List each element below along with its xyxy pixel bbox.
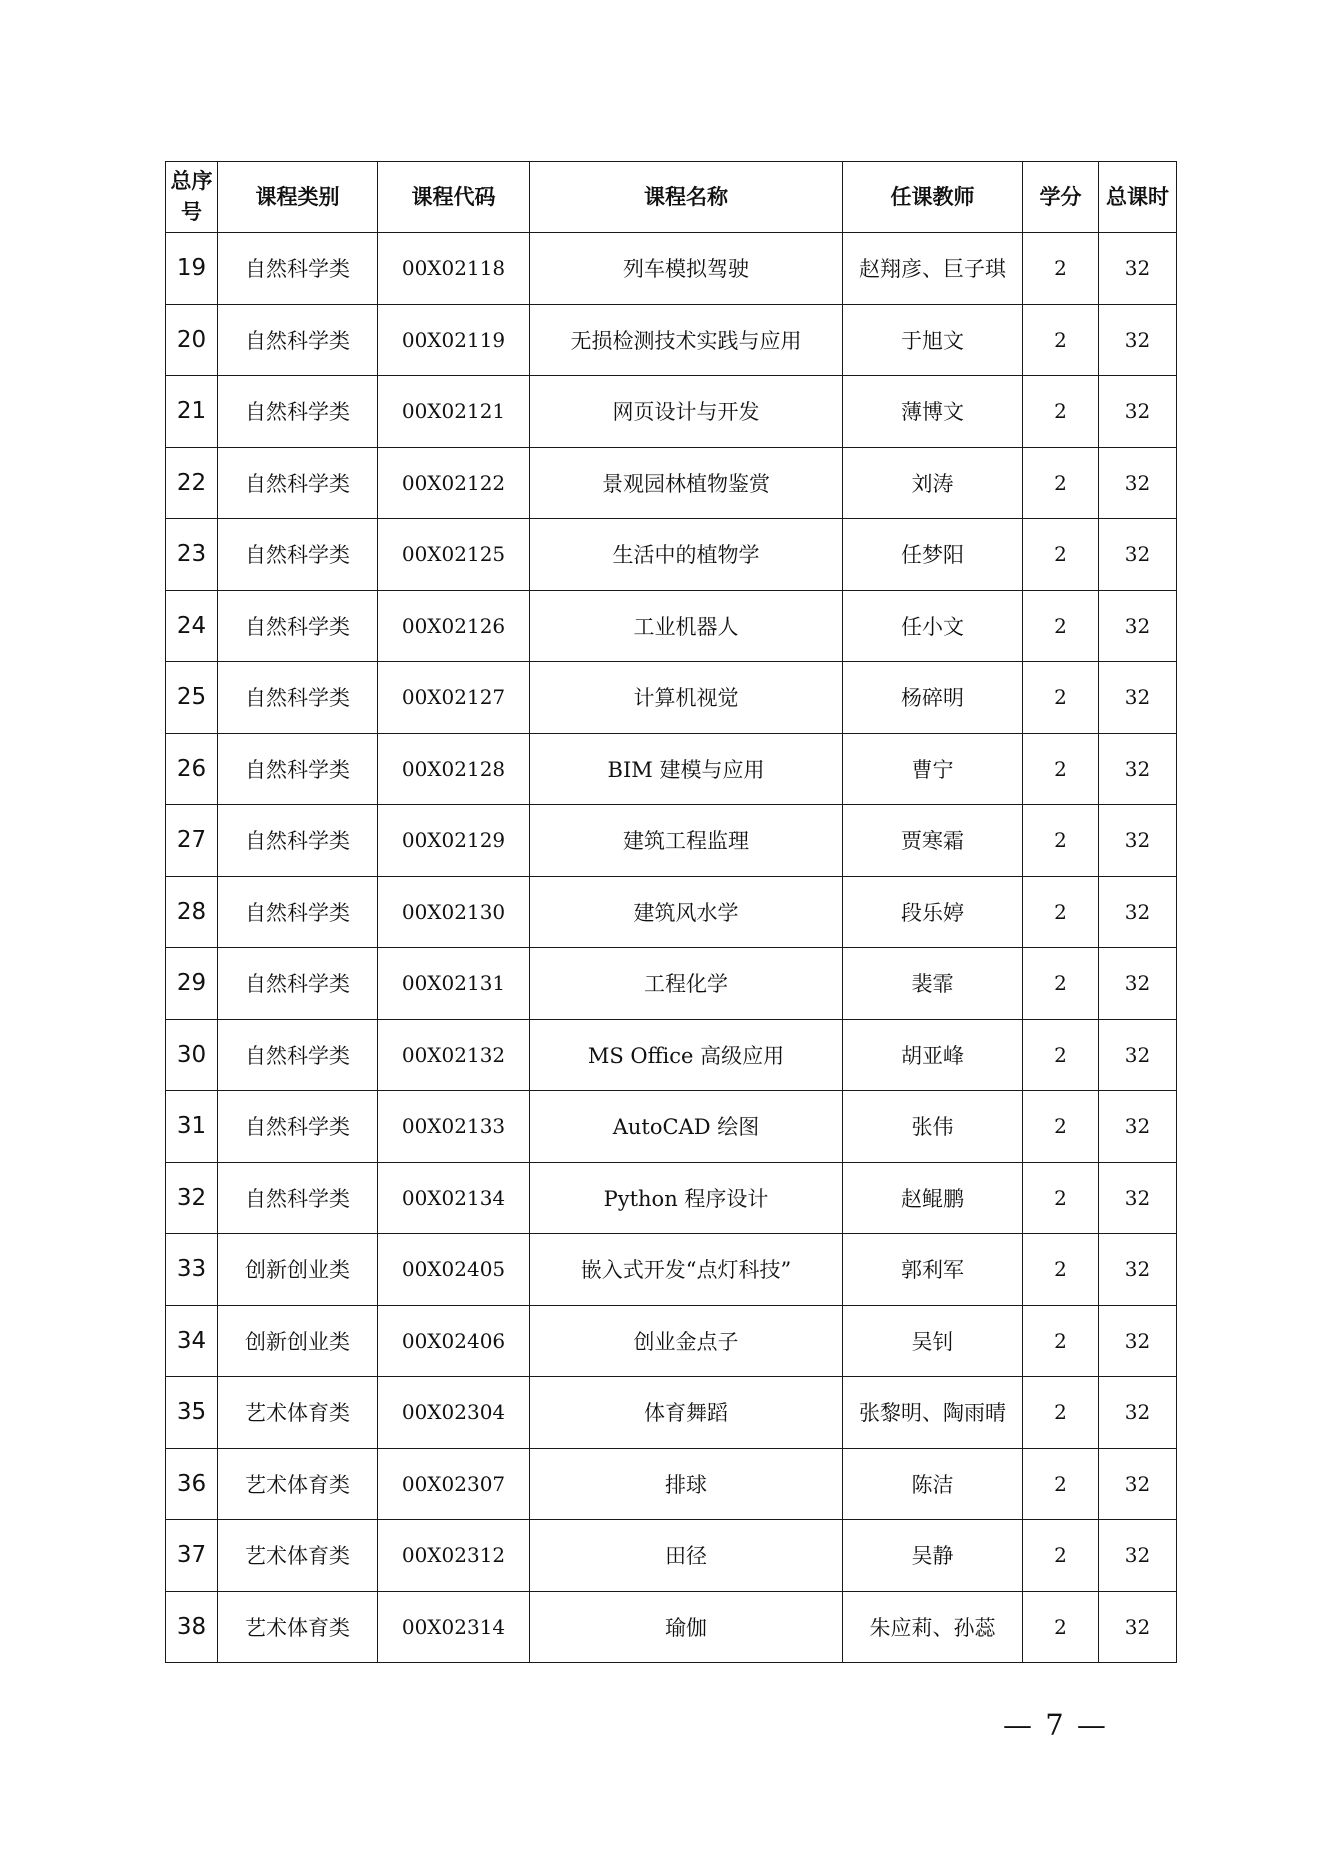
- credits-cell: 2: [1023, 519, 1099, 591]
- course-category-cell: 自然科学类: [218, 805, 378, 877]
- serial-number-cell: 34: [166, 1305, 218, 1377]
- course-name-cell: 创业金点子: [530, 1305, 843, 1377]
- credits-cell: 2: [1023, 1091, 1099, 1163]
- header-course-category: 课程类别: [218, 162, 378, 233]
- serial-number-cell: 38: [166, 1591, 218, 1663]
- teacher-cell: 任梦阳: [843, 519, 1023, 591]
- teacher-cell: 吴钊: [843, 1305, 1023, 1377]
- credits-cell: 2: [1023, 805, 1099, 877]
- teacher-cell: 郭利军: [843, 1234, 1023, 1306]
- course-code-cell: 00X02129: [378, 805, 530, 877]
- table-row: [166, 1162, 1177, 1234]
- serial-number-cell: 30: [166, 1019, 218, 1091]
- course-name-cell: 景观园林植物鉴赏: [530, 447, 843, 519]
- teacher-cell: 刘涛: [843, 447, 1023, 519]
- table-body: [166, 233, 1177, 1663]
- course-code-cell: 00X02312: [378, 1520, 530, 1592]
- course-category-cell: 自然科学类: [218, 447, 378, 519]
- serial-number-cell: 21: [166, 376, 218, 448]
- page-number: — 7 —: [1003, 1708, 1108, 1742]
- serial-number-cell: 36: [166, 1448, 218, 1520]
- course-code-cell: 00X02133: [378, 1091, 530, 1163]
- serial-number-cell: 20: [166, 304, 218, 376]
- total-hours-cell: 32: [1099, 1591, 1177, 1663]
- course-category-cell: 艺术体育类: [218, 1377, 378, 1449]
- credits-cell: 2: [1023, 1448, 1099, 1520]
- header-teacher: 任课教师: [843, 162, 1023, 233]
- serial-number-cell: 37: [166, 1520, 218, 1592]
- total-hours-cell: 32: [1099, 447, 1177, 519]
- course-category-cell: 艺术体育类: [218, 1520, 378, 1592]
- course-name-cell: 体育舞蹈: [530, 1377, 843, 1449]
- course-code-cell: 00X02119: [378, 304, 530, 376]
- table-row: [166, 1377, 1177, 1449]
- table-row: [166, 304, 1177, 376]
- course-category-cell: 自然科学类: [218, 519, 378, 591]
- course-name-cell: 排球: [530, 1448, 843, 1520]
- serial-number-cell: 23: [166, 519, 218, 591]
- course-category-cell: 自然科学类: [218, 876, 378, 948]
- table-row: [166, 447, 1177, 519]
- total-hours-cell: 32: [1099, 805, 1177, 877]
- teacher-cell: 曹宁: [843, 733, 1023, 805]
- total-hours-cell: 32: [1099, 376, 1177, 448]
- serial-number-cell: 26: [166, 733, 218, 805]
- course-name-cell: Python 程序设计: [530, 1162, 843, 1234]
- credits-cell: 2: [1023, 1591, 1099, 1663]
- teacher-cell: 张黎明、陶雨晴: [843, 1377, 1023, 1449]
- serial-number-cell: 24: [166, 590, 218, 662]
- total-hours-cell: 32: [1099, 1448, 1177, 1520]
- serial-number-cell: 29: [166, 948, 218, 1020]
- credits-cell: 2: [1023, 447, 1099, 519]
- credits-cell: 2: [1023, 1520, 1099, 1592]
- course-category-cell: 自然科学类: [218, 1019, 378, 1091]
- credits-cell: 2: [1023, 1019, 1099, 1091]
- serial-number-cell: 32: [166, 1162, 218, 1234]
- serial-number-cell: 35: [166, 1377, 218, 1449]
- course-name-cell: 列车模拟驾驶: [530, 233, 843, 305]
- serial-number-cell: 28: [166, 876, 218, 948]
- course-name-cell: 田径: [530, 1520, 843, 1592]
- table-row: [166, 1091, 1177, 1163]
- table-row: [166, 1591, 1177, 1663]
- table-row: [166, 519, 1177, 591]
- header-credits: 学分: [1023, 162, 1099, 233]
- table-row: [166, 233, 1177, 305]
- course-code-cell: 00X02304: [378, 1377, 530, 1449]
- total-hours-cell: 32: [1099, 733, 1177, 805]
- course-code-cell: 00X02118: [378, 233, 530, 305]
- course-name-cell: 瑜伽: [530, 1591, 843, 1663]
- table-row: [166, 948, 1177, 1020]
- teacher-cell: 吴静: [843, 1520, 1023, 1592]
- credits-cell: 2: [1023, 304, 1099, 376]
- teacher-cell: 任小文: [843, 590, 1023, 662]
- credits-cell: 2: [1023, 733, 1099, 805]
- table-row: [166, 876, 1177, 948]
- course-code-cell: 00X02130: [378, 876, 530, 948]
- course-code-cell: 00X02126: [378, 590, 530, 662]
- teacher-cell: 赵翔彦、巨子琪: [843, 233, 1023, 305]
- credits-cell: 2: [1023, 1305, 1099, 1377]
- total-hours-cell: 32: [1099, 1377, 1177, 1449]
- course-code-cell: 00X02128: [378, 733, 530, 805]
- table-row: [166, 1019, 1177, 1091]
- course-name-cell: AutoCAD 绘图: [530, 1091, 843, 1163]
- course-code-cell: 00X02127: [378, 662, 530, 734]
- course-name-cell: 建筑风水学: [530, 876, 843, 948]
- table-row: [166, 376, 1177, 448]
- course-category-cell: 自然科学类: [218, 590, 378, 662]
- teacher-cell: 贾寒霜: [843, 805, 1023, 877]
- course-table: [165, 161, 1177, 1663]
- teacher-cell: 杨碎明: [843, 662, 1023, 734]
- course-category-cell: 自然科学类: [218, 662, 378, 734]
- serial-number-cell: 31: [166, 1091, 218, 1163]
- course-name-cell: 嵌入式开发“点灯科技”: [530, 1234, 843, 1306]
- table-row: [166, 1234, 1177, 1306]
- course-code-cell: 00X02314: [378, 1591, 530, 1663]
- credits-cell: 2: [1023, 1162, 1099, 1234]
- credits-cell: 2: [1023, 876, 1099, 948]
- course-category-cell: 自然科学类: [218, 376, 378, 448]
- teacher-cell: 段乐婷: [843, 876, 1023, 948]
- course-category-cell: 自然科学类: [218, 733, 378, 805]
- course-code-cell: 00X02134: [378, 1162, 530, 1234]
- serial-number-cell: 27: [166, 805, 218, 877]
- course-category-cell: 创新创业类: [218, 1234, 378, 1306]
- course-code-cell: 00X02125: [378, 519, 530, 591]
- header-course-name: 课程名称: [530, 162, 843, 233]
- table-row: [166, 1520, 1177, 1592]
- teacher-cell: 张伟: [843, 1091, 1023, 1163]
- course-name-cell: 计算机视觉: [530, 662, 843, 734]
- course-code-cell: 00X02131: [378, 948, 530, 1020]
- teacher-cell: 胡亚峰: [843, 1019, 1023, 1091]
- credits-cell: 2: [1023, 662, 1099, 734]
- course-name-cell: 建筑工程监理: [530, 805, 843, 877]
- course-category-cell: 自然科学类: [218, 233, 378, 305]
- table-row: [166, 590, 1177, 662]
- course-code-cell: 00X02121: [378, 376, 530, 448]
- credits-cell: 2: [1023, 376, 1099, 448]
- course-category-cell: 艺术体育类: [218, 1448, 378, 1520]
- table-row: [166, 1305, 1177, 1377]
- serial-number-cell: 25: [166, 662, 218, 734]
- course-code-cell: 00X02406: [378, 1305, 530, 1377]
- course-code-cell: 00X02307: [378, 1448, 530, 1520]
- total-hours-cell: 32: [1099, 948, 1177, 1020]
- table-header-row: [166, 162, 1177, 233]
- course-code-cell: 00X02122: [378, 447, 530, 519]
- serial-number-cell: 19: [166, 233, 218, 305]
- header-serial-number: 总序号: [166, 162, 218, 233]
- total-hours-cell: 32: [1099, 233, 1177, 305]
- course-name-cell: 工业机器人: [530, 590, 843, 662]
- course-name-cell: 网页设计与开发: [530, 376, 843, 448]
- table-row: [166, 805, 1177, 877]
- header-total-hours: 总课时: [1099, 162, 1177, 233]
- credits-cell: 2: [1023, 1234, 1099, 1306]
- total-hours-cell: 32: [1099, 1234, 1177, 1306]
- course-name-cell: 无损检测技术实践与应用: [530, 304, 843, 376]
- course-category-cell: 创新创业类: [218, 1305, 378, 1377]
- course-name-cell: 生活中的植物学: [530, 519, 843, 591]
- table-row: [166, 662, 1177, 734]
- total-hours-cell: 32: [1099, 876, 1177, 948]
- course-category-cell: 自然科学类: [218, 1091, 378, 1163]
- total-hours-cell: 32: [1099, 1520, 1177, 1592]
- teacher-cell: 于旭文: [843, 304, 1023, 376]
- total-hours-cell: 32: [1099, 590, 1177, 662]
- total-hours-cell: 32: [1099, 304, 1177, 376]
- credits-cell: 2: [1023, 1377, 1099, 1449]
- course-category-cell: 自然科学类: [218, 1162, 378, 1234]
- total-hours-cell: 32: [1099, 1305, 1177, 1377]
- credits-cell: 2: [1023, 590, 1099, 662]
- teacher-cell: 朱应莉、孙蕊: [843, 1591, 1023, 1663]
- serial-number-cell: 22: [166, 447, 218, 519]
- table-row: [166, 1448, 1177, 1520]
- course-name-cell: 工程化学: [530, 948, 843, 1020]
- header-course-code: 课程代码: [378, 162, 530, 233]
- credits-cell: 2: [1023, 948, 1099, 1020]
- serial-number-cell: 33: [166, 1234, 218, 1306]
- course-category-cell: 自然科学类: [218, 948, 378, 1020]
- table-row: [166, 733, 1177, 805]
- total-hours-cell: 32: [1099, 519, 1177, 591]
- total-hours-cell: 32: [1099, 1091, 1177, 1163]
- teacher-cell: 裴霏: [843, 948, 1023, 1020]
- teacher-cell: 赵鲲鹏: [843, 1162, 1023, 1234]
- total-hours-cell: 32: [1099, 1019, 1177, 1091]
- total-hours-cell: 32: [1099, 1162, 1177, 1234]
- course-name-cell: BIM 建模与应用: [530, 733, 843, 805]
- course-name-cell: MS Office 高级应用: [530, 1019, 843, 1091]
- course-category-cell: 艺术体育类: [218, 1591, 378, 1663]
- course-code-cell: 00X02405: [378, 1234, 530, 1306]
- course-table-container: [165, 161, 1177, 1663]
- course-code-cell: 00X02132: [378, 1019, 530, 1091]
- teacher-cell: 陈洁: [843, 1448, 1023, 1520]
- teacher-cell: 薄博文: [843, 376, 1023, 448]
- course-category-cell: 自然科学类: [218, 304, 378, 376]
- total-hours-cell: 32: [1099, 662, 1177, 734]
- credits-cell: 2: [1023, 233, 1099, 305]
